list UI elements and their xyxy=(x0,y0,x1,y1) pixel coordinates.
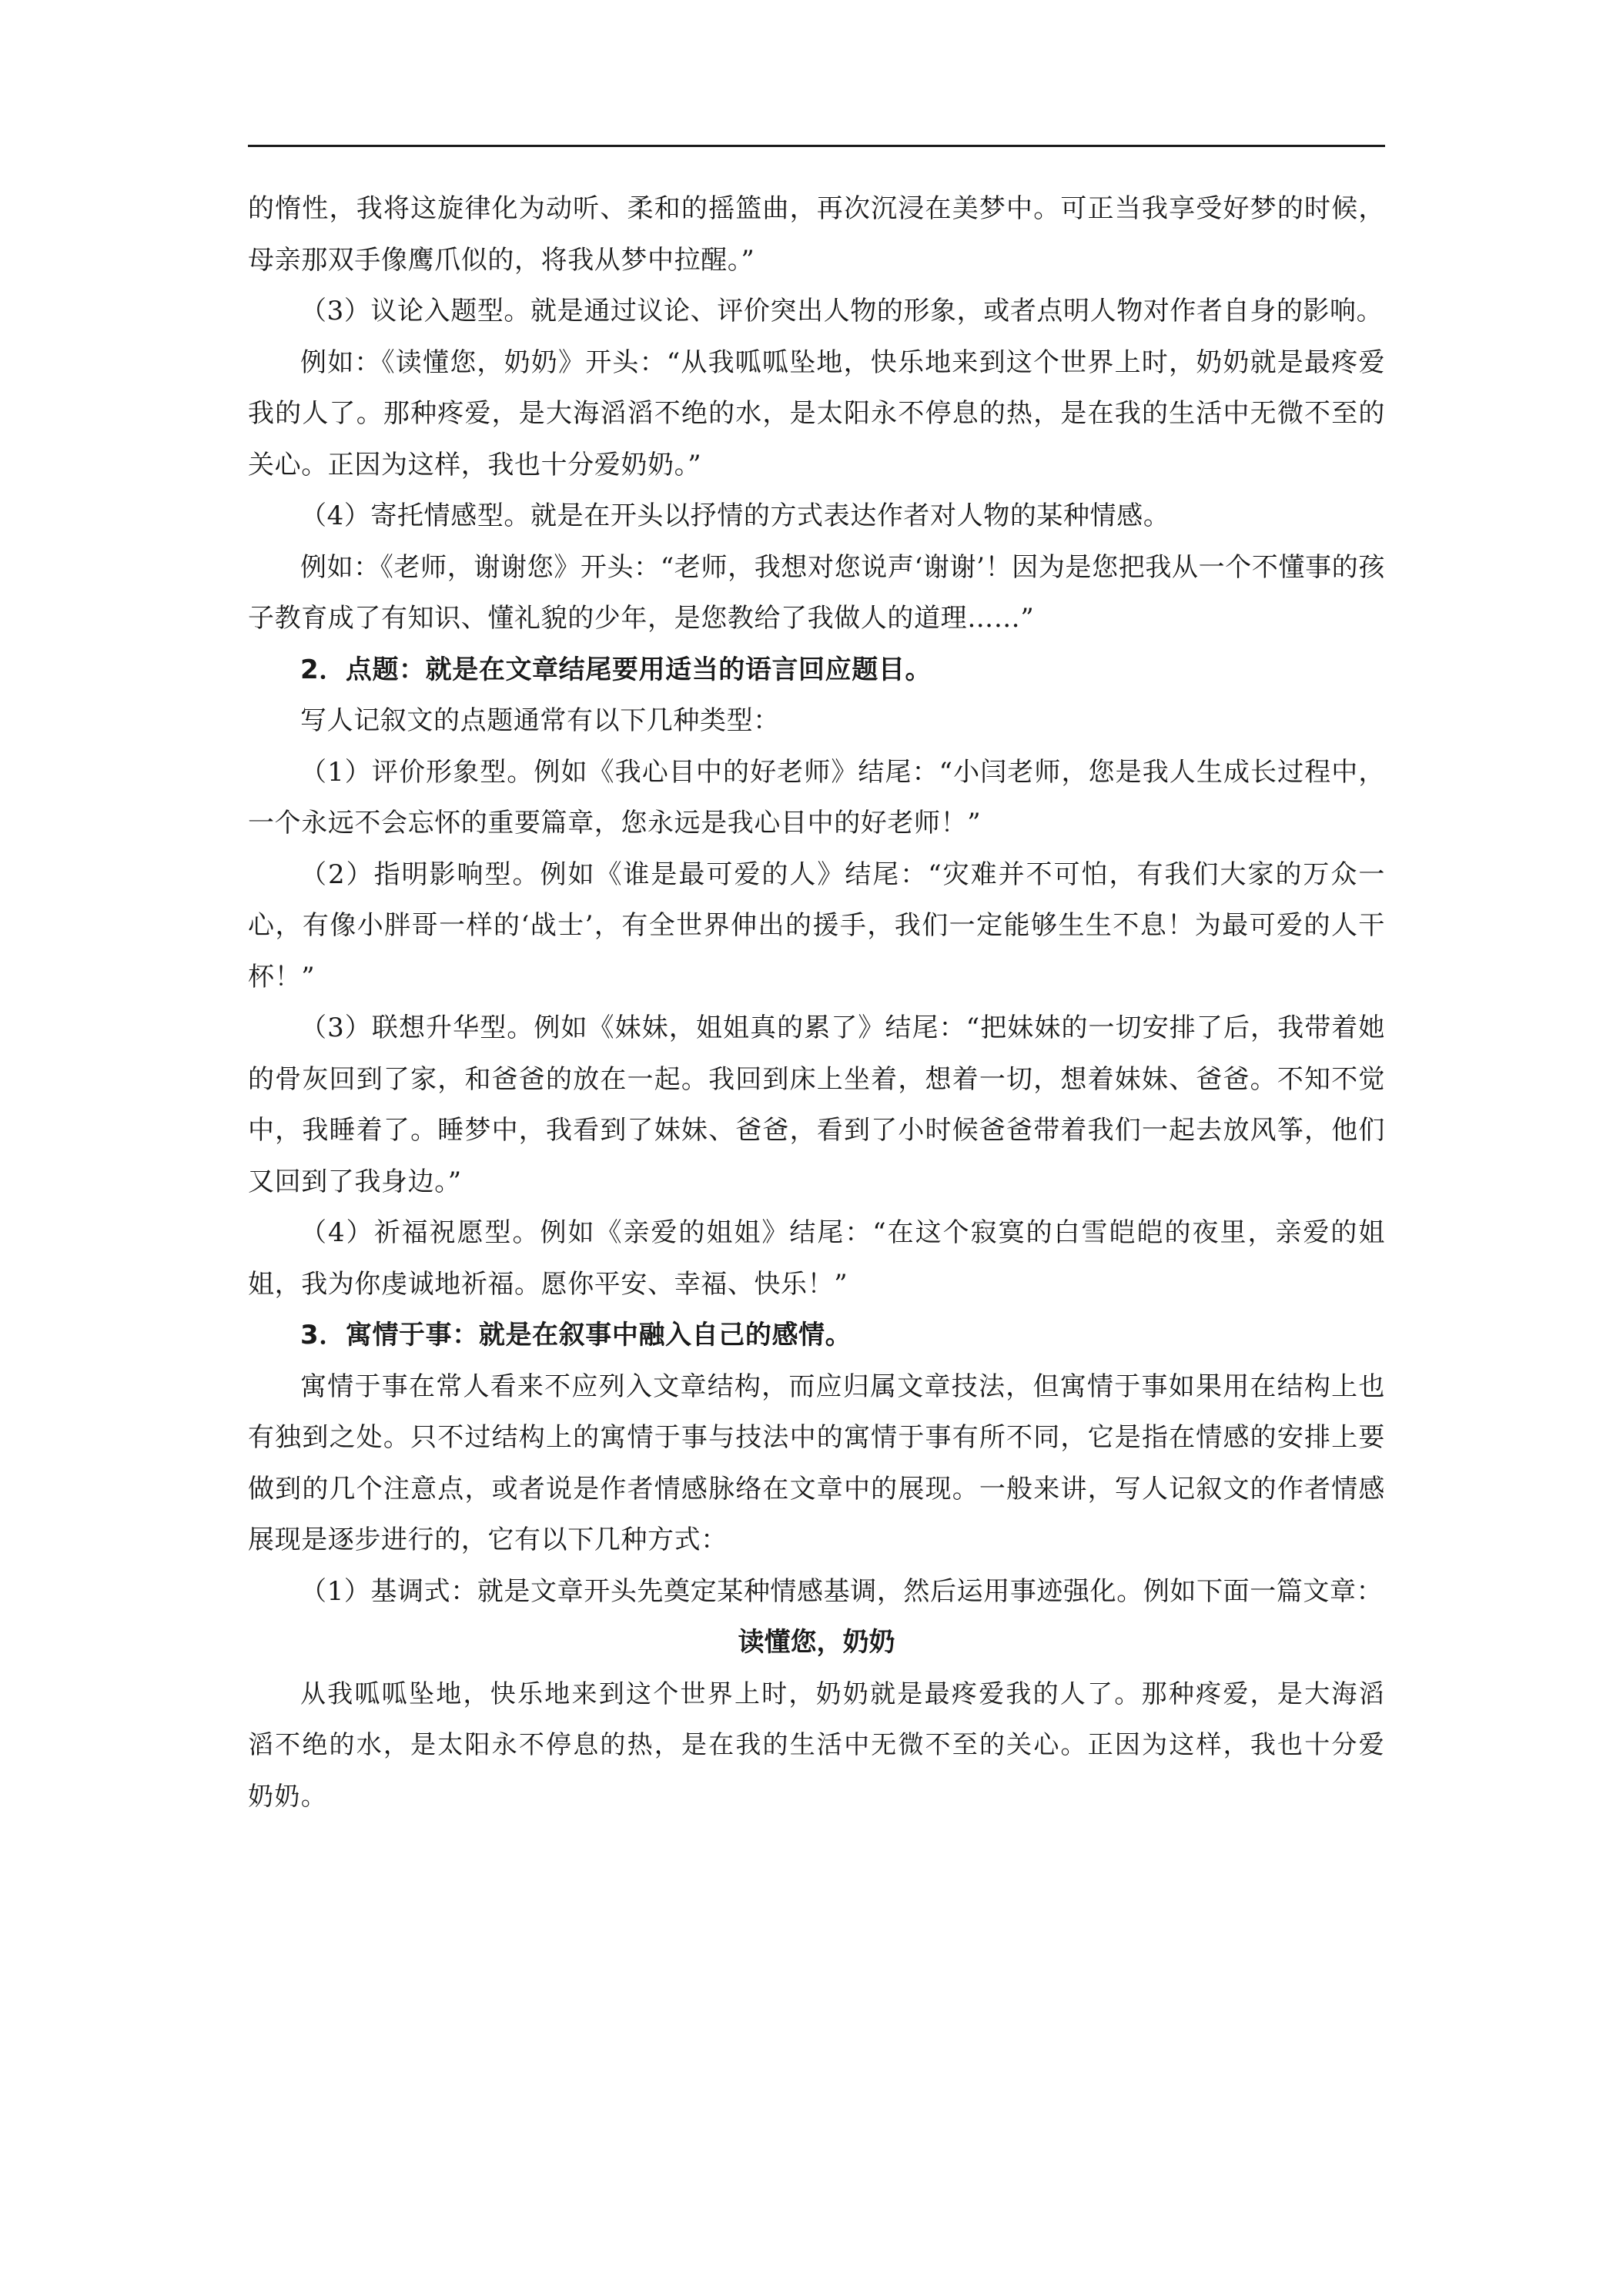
paragraph-type-3-argument: （3）议论入题型。就是通过议论、评价突出人物的形象，或者点明人物对作者自身的影响。 xyxy=(300,296,1384,326)
paragraph-emotion-structure: 寓情于事在常人看来不应列入文章结构，而应归属文章技法，但寓情于事如果用在结构上也有独到之处。只不过结构上的寓情于事与技法中的寓情于事有所不同，它是指在情感的安排上要做到的几个注意点，或者说是作者情感脉络在文章中的展现。一般来讲，写人记叙文的作者情感展现是逐步进行的，它有以下几种方式： xyxy=(248,1371,1385,1555)
header-rule xyxy=(248,145,1385,147)
paragraph-example-teacher: 例如：《老师，谢谢您》开头：“老师，我想对您说声‘谢谢’！因为是您把我从一个不懂事的孩子教育成了有知识、懂礼貌的少年，是您教给了我做人的道理……” xyxy=(248,551,1385,634)
section-heading-2: 2．点题：就是在文章结尾要用适当的语言回应题目。 xyxy=(300,654,932,685)
paragraph-ending-type-2: （2）指明影响型。例如《谁是最可爱的人》结尾：“灾难并不可怕，有我们大家的万众一心，有像小胖哥一样的‘战士’，有全世界伸出的援手，我们一定能够生生不息！为最可爱的人干杯！” xyxy=(248,858,1385,992)
paragraph-ending-type-1: （1）评价形象型。例如《我心目中的好老师》结尾：“小闫老师，您是我人生成长过程中，一个永远不会忘怀的重要篇章，您永远是我心目中的好老师！” xyxy=(248,756,1385,838)
paragraph-ending-type-4: （4）祈福祝愿型。例如《亲爱的姐姐》结尾：“在这个寂寞的白雪皑皑的夜里，亲爱的姐姐，我为你虔诚地祈福。愿你平安、幸福、快乐！” xyxy=(248,1217,1385,1300)
story-paragraph: 从我呱呱坠地，快乐地来到这个世界上时，奶奶就是最疼爱我的人了。那种疼爱，是大海滔滔不绝的水，是太阳永不停息的热，是在我的生活中无微不至的关心。正因为这样，我也十分爱奶奶。 xyxy=(248,1678,1385,1811)
story-title: 读懂您，奶奶 xyxy=(738,1627,895,1658)
paragraph-type-4-emotion: （4）寄托情感型。就是在开头以抒情的方式表达作者对人物的某种情感。 xyxy=(300,500,1170,531)
paragraph-example-grandma: 例如：《读懂您，奶奶》开头：“从我呱呱坠地，快乐地来到这个世界上时，奶奶就是最疼爱我的人了。那种疼爱，是大海滔滔不绝的水，是太阳永不停息的热，是在我的生活中无微不至的关心。正因为这样，我也十分爱奶奶。” xyxy=(248,346,1385,480)
paragraph-continuation: 的惰性，我将这旋律化为动听、柔和的摇篮曲，再次沉浸在美梦中。可正当我享受好梦的时候，母亲那双手像鹰爪似的，将我从梦中拉醒。” xyxy=(248,193,1385,276)
paragraph-ending-types-intro: 写人记叙文的点题通常有以下几种类型： xyxy=(300,705,780,736)
section-heading-3: 3．寓情于事：就是在叙事中融入自己的感情。 xyxy=(300,1320,852,1350)
document-body xyxy=(248,183,1385,1822)
paragraph-ending-type-3: （3）联想升华型。例如《妹妹，姐姐真的累了》结尾：“把妹妹的一切安排了后，我带着她的骨灰回到了家，和爸爸的放在一起。我回到床上坐着，想着一切，想着妹妹、爸爸。不知不觉中，我睡着了。睡梦中，我看到了妹妹、爸爸，看到了小时候爸爸带着我们一起去放风筝，他们又回到了我身边。” xyxy=(248,1012,1385,1197)
paragraph-tone-method: （1）基调式：就是文章开头先奠定某种情感基调，然后运用事迹强化。例如下面一篇文章： xyxy=(300,1575,1384,1607)
